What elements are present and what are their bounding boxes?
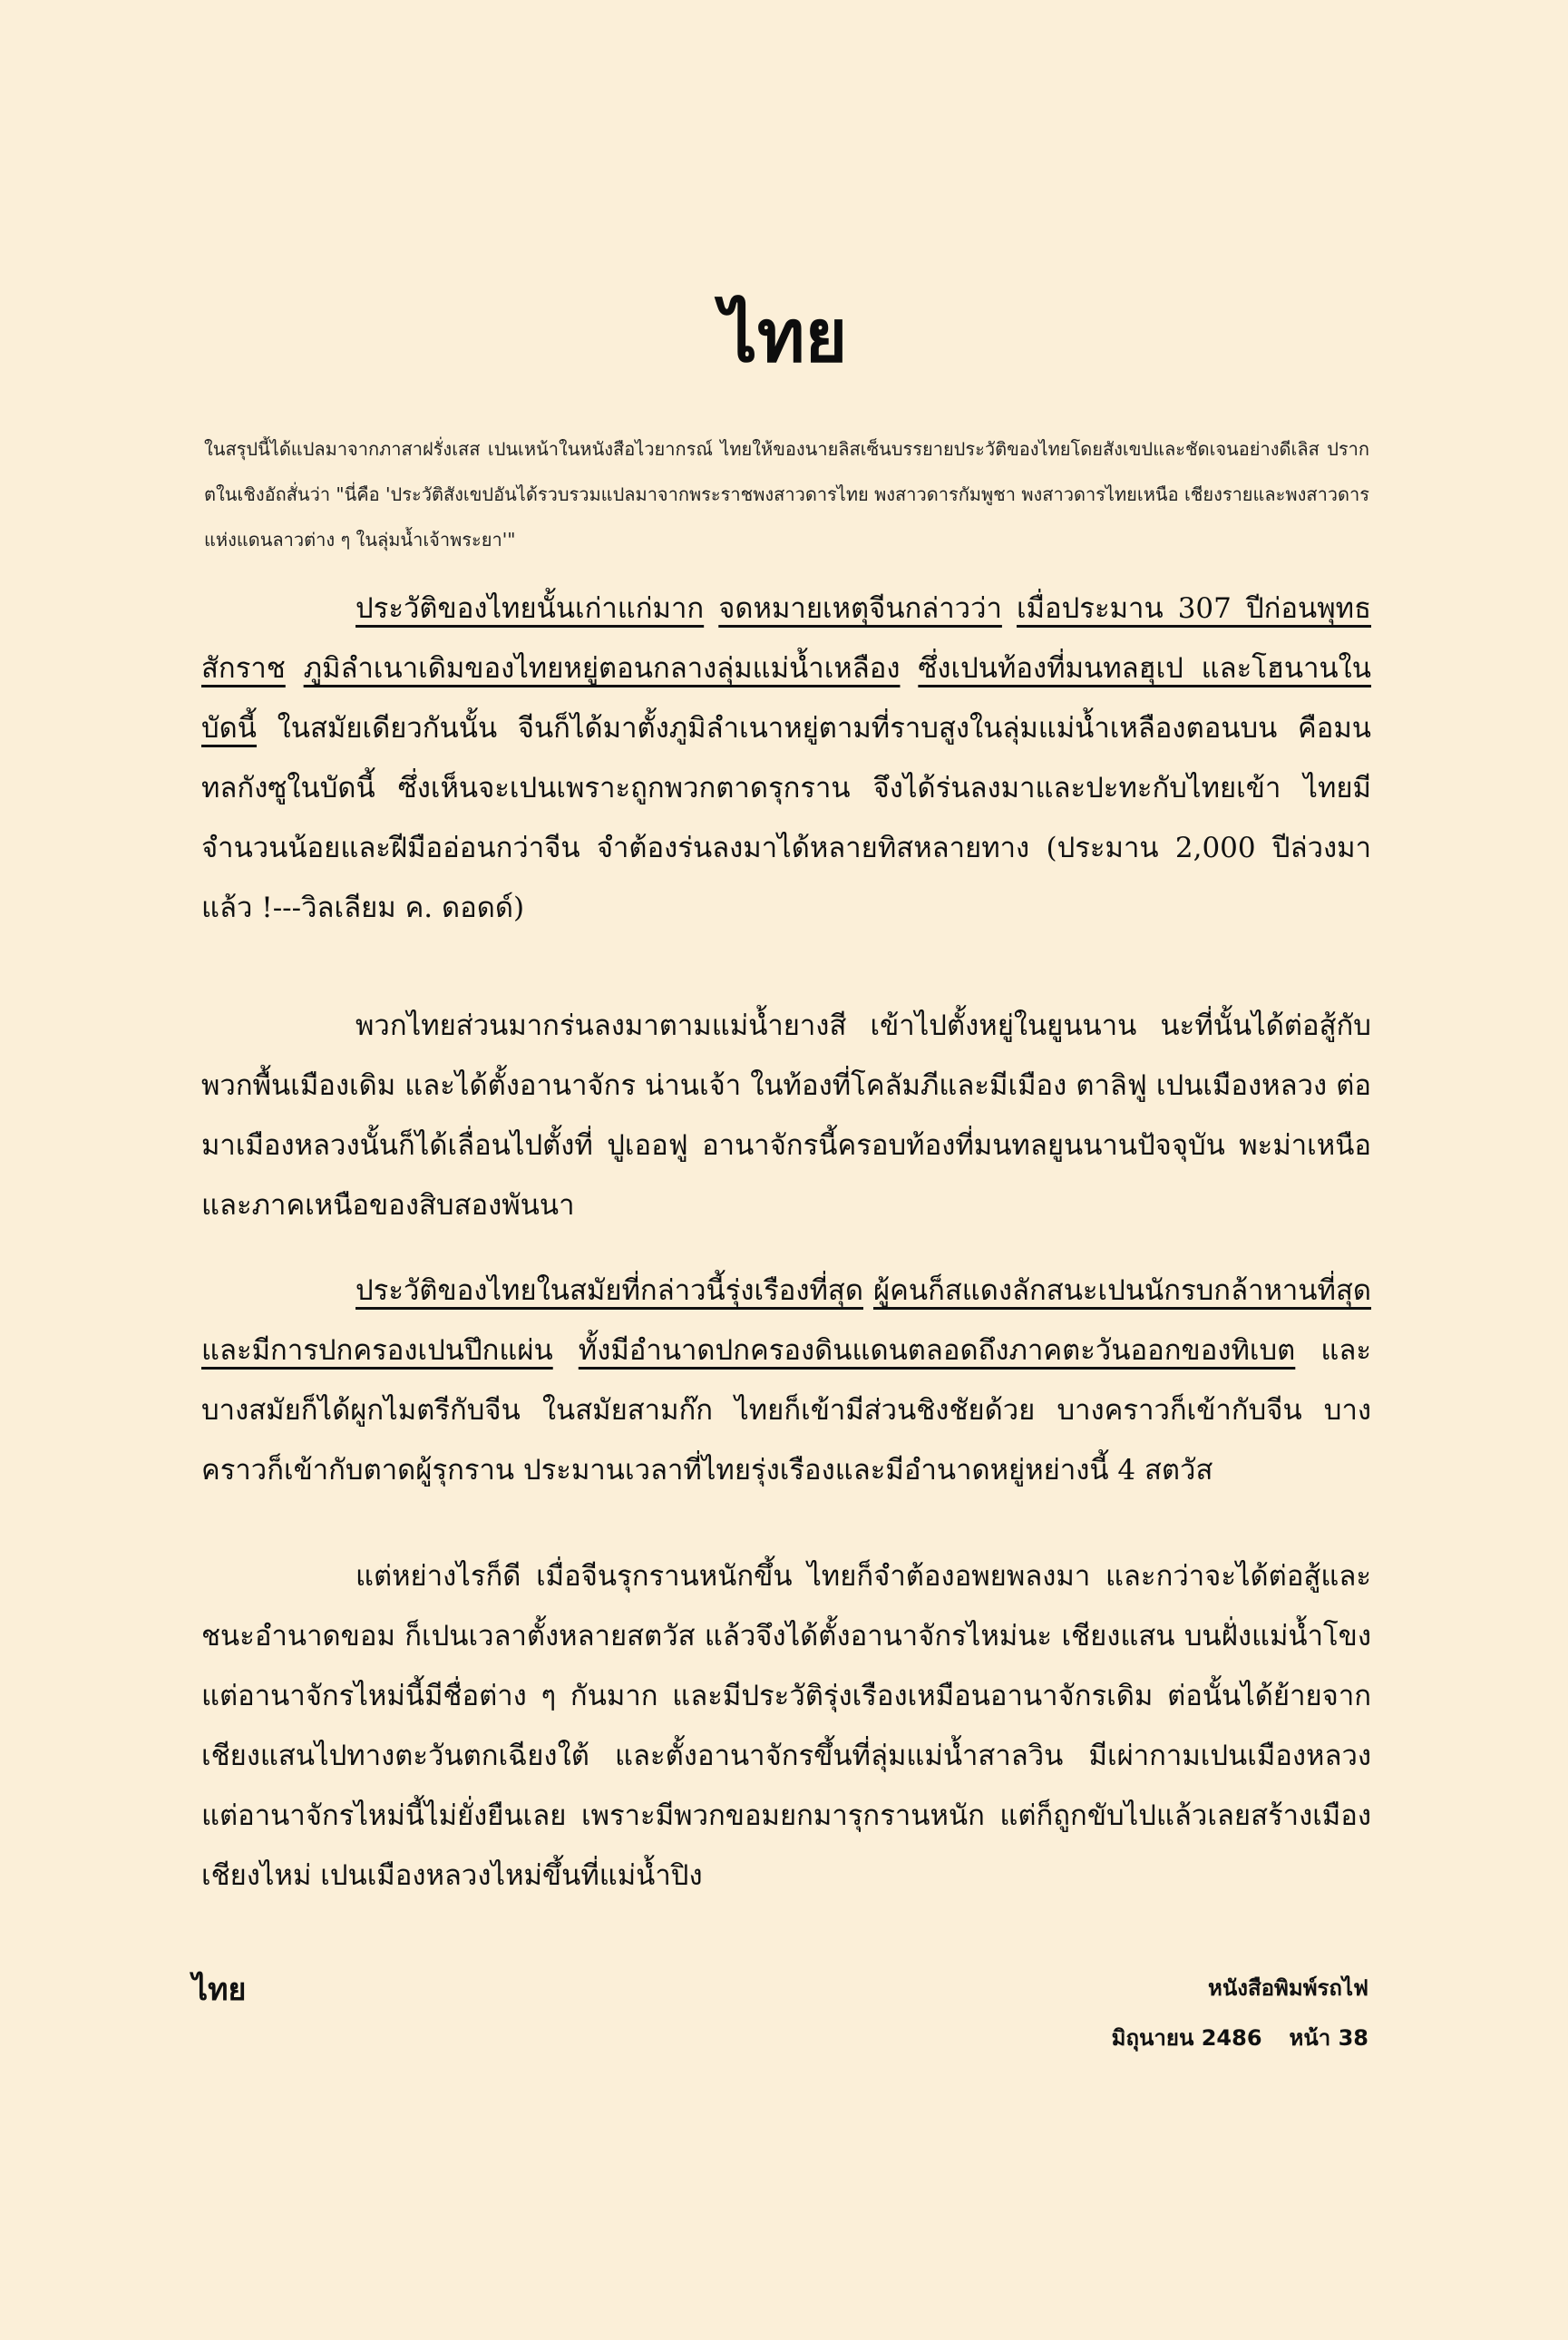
text-run [704, 592, 718, 625]
footer-publication-info [1112, 1964, 1368, 2063]
text-run [900, 652, 918, 685]
underlined-phrase: ภูมิลำเนาเดิมของไทยหยู่ตอนกลางลุ่มแม่น้ำเหลือง [303, 652, 901, 685]
text-run [1002, 592, 1017, 625]
issue-line [1112, 2013, 1368, 2063]
text-run [863, 1274, 873, 1307]
page-number: หน้า 38 [1289, 2025, 1368, 2051]
underlined-phrase: เมื่อประมาน 307 ปีก่อนพุทธสักราช [201, 592, 1371, 685]
paragraph-4 [201, 1546, 1371, 1906]
underlined-phrase: ประวัติของไทยในสมัยที่กล่าวนี้รุ่งเรืองที่สุด [355, 1274, 863, 1307]
text-run: และบางสมัยก็ได้ผูกไมตรีกับจีน ในสมัยสามก๊ก ไทยก็เข้ามีส่วนชิงชัยด้วย บางคราวก็เข้ากับจีน บางคราวก็เข้ากับตาดผู้รุกราน ประมานเวลาที่ไทยรุ่งเรืองและมีอำนาดหยู่หย่างนี้ 4 สตวัส [201, 1334, 1371, 1487]
underlined-phrase: และมีการปกครองเปนปึกแผ่น [201, 1334, 553, 1367]
page-title: ไทย [720, 293, 848, 378]
underlined-phrase: ซึ่งเปนท้องที่มนทลฮุเป และโฮนานในบัดนี้ [201, 652, 1371, 745]
underlined-phrase: ผู้คนก็สแดงลักสนะเปนนักรบกล้าหานที่สุด [872, 1274, 1371, 1307]
underlined-phrase: ประวัติของไทยนั้นเก่าแก่มาก [355, 592, 705, 625]
text-run [286, 652, 304, 685]
issue-date: มิถุนายน 2486 [1111, 2025, 1262, 2051]
text-run: พวกไทยส่วนมากร่นลงมาตามแม่น้ำยางสี เข้าไปตั้งหยู่ในยูนนาน นะที่นั้นได้ต่อสู้กับพวกพื้นเมืองเดิม และได้ตั้งอานาจักร น่านเจ้า ในท้องที่โคลัมภีและมีเมือง ตาลิฟู เปนเมืองหลวง ต่อมาเมืองหลวงนั้นก็ได้เลื่อนไปตั้งที่ ปูเออฟู อานาจักรนี้ครอบท้องที่มนทลยูนนานปัจจุบัน พะม่าเหนือและภาคเหนือของสิบสองพันนา [201, 1009, 1371, 1222]
paragraph-1 [201, 579, 1371, 938]
text-run: แต่หย่างไรก็ดี เมื่อจีนรุกรานหนักขึ้น ไทยก็จำต้องอพยพลงมา และกว่าจะได้ต่อสู้และชนะอำนาดขอม ก็เปนเวลาตั้งหลายสตวัส แล้วจึงได้ตั้งอานาจักรไหม่นะ เชียงแสน บนฝั่งแม่น้ำโขง แต่อานาจักรไหม่นี้มีชื่อต่าง ๆ กันมาก และมีประวัติรุ่งเรืองเหมือนอานาจักรเดิม ต่อนั้นได้ย้ายจากเชียงแสนไปทางตะวันตกเฉียงใต้ และตั้งอานาจักรขึ้นที่ลุ่มแม่น้ำสาลวิน มีเผ่ากามเปนเมืองหลวง แต่อานาจักรไหม่นี้ไม่ยั่งยืนเลย เพราะมีพวกขอมยกมารุกรานหนัก แต่ก็ถูกขับไปแล้วเลยสร้างเมือง เชียงไหม่ เปนเมืองหลวงไหม่ขึ้นที่แม่น้ำปิง [201, 1560, 1371, 1892]
underlined-phrase: ทั้งมีอำนาดปกครองดินแดนตลอดถึงภาคตะวันออกของทิเบต [578, 1334, 1296, 1367]
paragraph-3 [201, 1261, 1371, 1500]
text-run: ในสมัยเดียวกันนั้น จีนก็ได้มาตั้งภูมิลำเนาหยู่ตามที่ราบสูงในลุ่มแม่น้ำเหลืองตอนบน คือมนทลกังซูในบัดนี้ ซึ่งเห็นจะเปนเพราะถูกพวกตาดรุกราน จึงได้ร่นลงมาและปะทะกับไทยเข้า ไทยมีจำนวนน้อยและฝีมืออ่อนกว่าจีน จำต้องร่นลงมาได้หลายทิสหลายทาง (ประมาน 2,000 ปีล่วงมาแล้ว !---วิลเลียม ค. ดอดด์) [201, 712, 1371, 924]
publication-name: หนังสือพิมพ์รถไฟ [1208, 1975, 1368, 2001]
footer-section-title: ไทย [192, 1972, 247, 2008]
paragraph-2 [201, 996, 1371, 1235]
underlined-phrase: จดหมายเหตุจีนกล่าวว่า [718, 592, 1002, 625]
intro-note: ในสรุปนี้ได้แปลมาจากภาสาฝรั่งเสส เปนเหน้าในหนังสือไวยากรณ์ ไทยให้ของนายลิสเซ็นบรรยายประวัติของไทยโดยสังเขปและชัดเจนอย่างดีเลิส ปรากตในเชิงอัถสั่นว่า "นี่คือ 'ประวัติสังเขปอันได้รวบรวมแปลมาจากพระราชพงสาวดารไทย พงสาวดารกัมพูชา พงสาวดารไทยเหนือ เชียงรายและพงสาวดารแห่งแดนลาวต่าง ๆ ในลุ่มน้ำเจ้าพระยา'" [204, 438, 1369, 551]
text-run [553, 1334, 579, 1367]
